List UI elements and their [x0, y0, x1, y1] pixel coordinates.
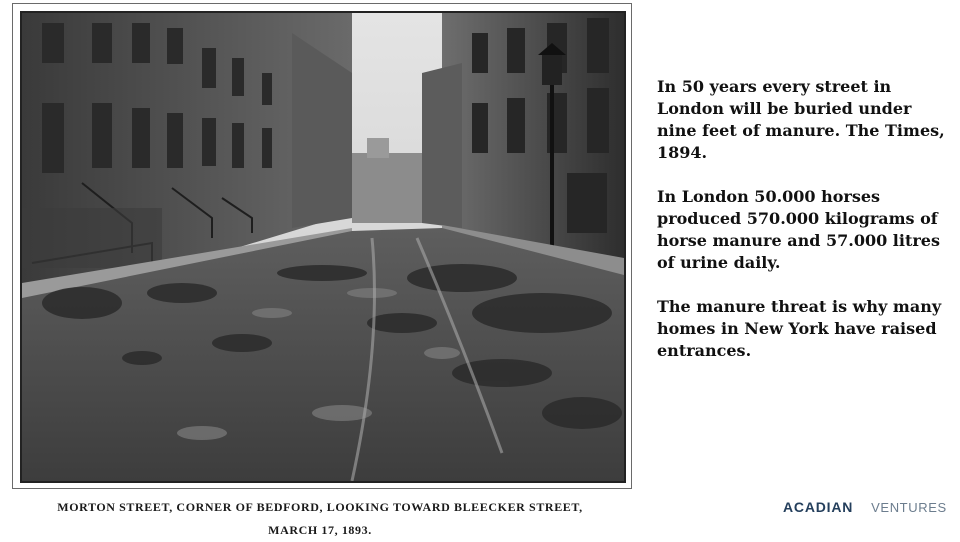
- acadian-ventures-logo: [783, 497, 947, 517]
- street-scene-illustration: [22, 13, 624, 481]
- historic-street-photo: [20, 11, 626, 483]
- historic-photo-frame: [12, 3, 632, 489]
- facts-panel: [657, 76, 947, 384]
- photo-caption-line-1: MORTON STREET, CORNER OF BEDFORD, LOOKING TOWARD BLEECKER STREET,: [57, 500, 583, 514]
- fact-paragraph: In 50 years every street in London will be buried under nine feet of manure. The Times, 1894.: [657, 77, 945, 162]
- fact-paragraph: In London 50.000 horses produced 570.000 kilograms of horse manure and 57.000 litres of urine daily.: [657, 187, 940, 272]
- photo-caption-line-2: MARCH 17, 1893.: [268, 523, 372, 537]
- fact-paragraph: The manure threat is why many homes in New York have raised entrances.: [657, 297, 942, 360]
- photo-caption: [20, 496, 620, 542]
- logo-subtitle: VENTURES: [871, 499, 947, 515]
- logo-brand: ACADIAN: [783, 499, 854, 515]
